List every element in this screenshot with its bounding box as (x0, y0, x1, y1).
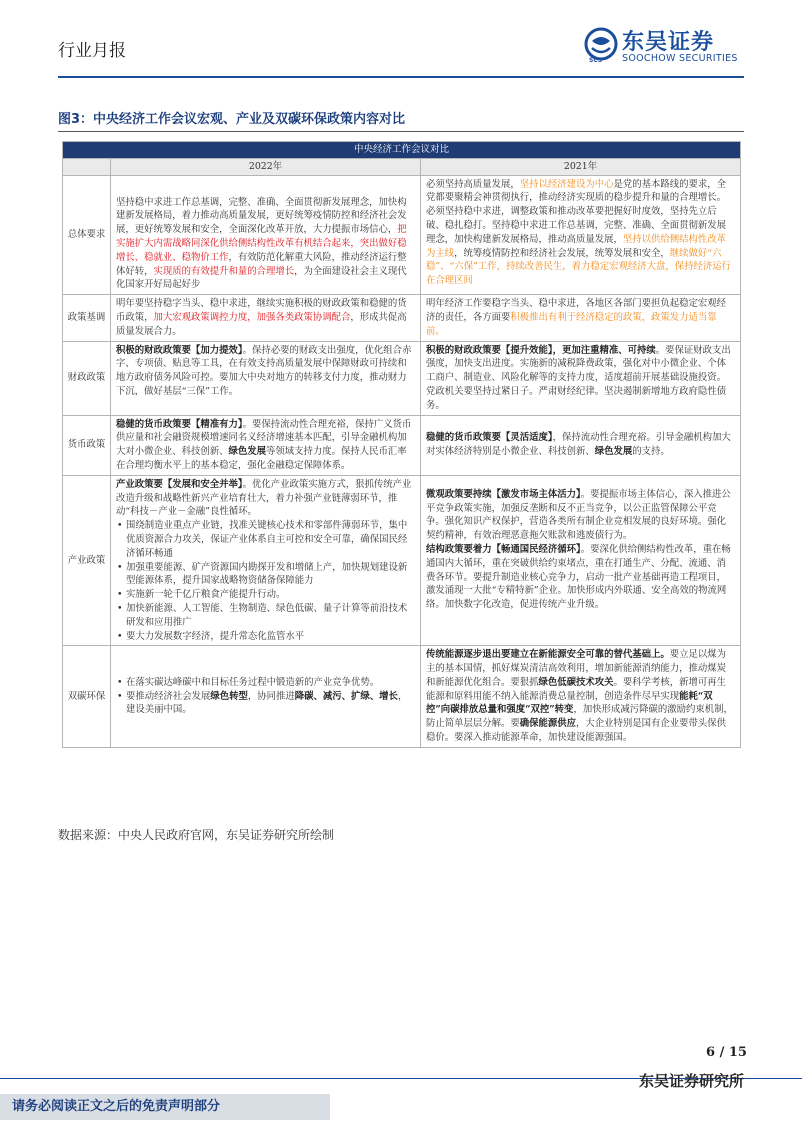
cell-2022 (111, 415, 421, 475)
table-row (63, 175, 741, 295)
highlight-orange: 能耗“双控”向碳排放总量和强度“双控”转变 (426, 690, 713, 716)
text: 要推动经济社会发展 (126, 690, 211, 702)
highlight-orange: 传统能源逐步退出要建立在新能源安全可靠的替代基础上。 (426, 649, 670, 661)
policy-comparison-table (62, 141, 741, 748)
row-label: 财政政策 (63, 341, 111, 415)
cell-2022 (111, 646, 421, 748)
text: 。优化产业政策实施方式，狠抓传统产业改造升级和战略性新兴产业培育壮大，着力补强产业链薄弱环节，推动“科技－产业－金融”良性循环。 (116, 478, 412, 518)
table-row (63, 475, 741, 646)
highlight-red: 把实施扩大内需战略同深化供给侧结构性改革有机结合起来，突出做好稳增长、稳就业、稳物价工作 (116, 224, 407, 263)
policy-head: 积极的财政政策要 (426, 344, 502, 356)
list-item: • 加强重要能源、矿产资源国内勘探开发和增储上产，加快规划建设新型能源体系，提升国家战略物资储备保障能力 (126, 561, 415, 589)
list-item: • 围绕制造业重点产业链，找准关键核心技术和零部件薄弱环节，集中优质资源合力攻关，保证产业体系自主可控和安全可靠，确保国民经济循环畅通 (126, 519, 415, 560)
cell-2022 (111, 475, 421, 646)
cell-2021 (421, 646, 741, 748)
highlight-orange: 继续做好“六稳”、“六保”工作，持续改善民生，着力稳定宏观经济大盘，保持经济运行在合理区间 (426, 247, 732, 287)
figure-title: 图3：中央经济工作会议宏观、产业及双碳环保政策内容对比 (58, 112, 406, 127)
list-item: • 要大力发展数字经济，提升常态化监管水平 (126, 630, 415, 644)
brand-logo-icon (584, 27, 618, 63)
row-label: 双碳环保 (63, 646, 111, 748)
table-row (63, 341, 741, 415)
policy-head: 微观政策要持续 (426, 488, 492, 500)
text: 。要保证财政支出强度，加快支出进度。实施新的减税降费政策，强化对中小微企业、个体工商户、制造业、风险化解等的支持力度，适度超前开展基础设施投资。党政机关要坚持过紧日子。严肃财经纪律。坚决遏制新增地方政府隐性债务。 (426, 344, 731, 411)
footer-institute: 东吴证券研究所 (638, 1072, 744, 1090)
cell-2021 (421, 475, 741, 646)
figure-title-rule (58, 131, 744, 132)
policy-tag: 【畅通国民经济循环】 (491, 543, 581, 555)
text: 必须坚持高质量发展， (426, 178, 520, 190)
text: ，统筹疫情防控和经济社会发展，统筹发展和安全， (454, 247, 670, 259)
year-header-blank (63, 158, 111, 175)
cell-2022 (111, 295, 421, 341)
text: 明年要坚持稳字当头、稳中求进，继续实施积极的财政政策和稳健的货币政策， (116, 298, 407, 323)
policy-head: ，更加注重精准、可持续 (552, 344, 656, 356)
text: 。保持必要的财政支出强度，优化组合赤字、专项债、贴息等工具，在有效支持高质量发展中保障财政可持续和地方政府债务风险可控。要加大中央对地方的转移支付力度，推动财力下沉，做好基层“三保”工作。 (116, 344, 412, 397)
table-row (63, 646, 741, 748)
disclaimer-banner: 请务必阅读正文之后的免责声明部分 (0, 1094, 330, 1120)
cell-2021 (421, 175, 741, 295)
header-divider (58, 76, 744, 78)
policy-head: 稳健的货币政策要 (116, 418, 192, 430)
highlight-green: 绿色发展 (228, 446, 267, 458)
data-source-note: 数据来源：中央人民政府官网，东吴证券研究所绘制 (58, 828, 335, 842)
list-item: • 加快新能源、人工智能、生物制造、绿色低碳、量子计算等前沿技术研发和应用推广 (126, 602, 415, 630)
brand-name-en: SOOCHOW SECURITIES (622, 53, 738, 64)
list-item: • 实施新一轮千亿斤粮食产能提升行动。 (126, 588, 415, 602)
text: ，保持流动性合理充裕。引导金融机构加大对实体经济特别是小微企业、科技创新、 (426, 432, 731, 458)
policy-head: 积极的财政政策要 (116, 344, 192, 356)
text: ，建设美丽中国。 (126, 690, 408, 716)
brand-name-cn: 东吴证券 (622, 30, 715, 55)
text: ，有效防范化解重大风险，推动经济运行整体好转， (116, 251, 407, 277)
highlight-red: 实现质的有效提升和量的合理增长 (153, 265, 295, 277)
policy-tag: 【精准有力】 (191, 418, 243, 430)
highlight-orange: 坚持以供给侧结构性改革为主线 (426, 233, 727, 259)
text: 。要深化供给侧结构性改革，重在畅通国内大循环，重在突破供给约束堵点，重在打通生产、分配、流通、消费各环节。要提升制造业核心竞争力，启动一批产业基础再造工程项目，激发涌现一大批“专精特新”企业。加快形成内外联通、安全高效的物流网络。加快数字化改造，促进传统产业升级。 (426, 543, 731, 611)
text: 。要科学考核，新增可再生能源和原料用能不纳入能源消费总量控制，创造条件尽早实现 (426, 676, 727, 702)
highlight-orange: 坚持以经济建设为中心 (519, 178, 614, 190)
policy-tag: 【发展和安全并举】 (162, 478, 243, 490)
year-header-2022: 2022年 (111, 158, 421, 175)
text: 要立足以煤为主的基本国情，抓好煤炭清洁高效利用，增加新能源消纳能力，推动煤炭和新能源优化组合。要狠抓 (426, 649, 727, 688)
policy-head: 稳健的货币政策要 (426, 432, 502, 444)
text: 明年经济工作要稳字当头、稳中求进，各地区各部门要担负起稳定宏观经济的责任，各方面要 (426, 298, 727, 323)
row-label: 产业政策 (63, 475, 111, 646)
text: ，为全面建设社会主义现代化国家开好局起好步 (116, 265, 407, 291)
report-category: 行业月报 (58, 41, 126, 61)
cell-2021 (421, 341, 741, 415)
text: 是党的基本路线的要求，全党都要聚精会神贯彻执行，推动经济实现质的稳步提升和量的合理增长。必须坚持稳中求进，调整政策和推动改革要把握好时度效，坚持先立后破、稳扎稳打。坚持稳中求进工作总基调，完整、准确、全面贯彻新发展理念，加快构建新发展格局，推动高质量发展， (426, 178, 727, 245)
text: 的支持。 (632, 446, 670, 458)
policy-head: 结构政策要着力 (426, 543, 492, 555)
list-item: • 在落实碳达峰碳中和目标任务过程中锻造新的产业竞争优势。 (126, 676, 415, 690)
year-header-2021: 2021年 (421, 158, 741, 175)
text: ，大企业特别是国有企业要带头保供稳价。要深入推动能源革命，加快建设能源强国。 (426, 718, 727, 744)
table-row (63, 295, 741, 341)
highlight-green: 绿色发展 (594, 446, 633, 458)
row-label: 总体要求 (63, 175, 111, 295)
text: ，加快形成减污降碳的激励约束机制，防止简单层层分解。要 (426, 704, 733, 730)
highlight-orange: 积极推出有利于经济稳定的政策，政策发力适当靠前。 (426, 311, 717, 337)
text: ，协同推进 (247, 690, 295, 702)
text: 。要提振市场主体信心，深入推进公平竞争政策实施，加强反垄断和反不正当竞争，以公正监管保障公平竞争。强化知识产权保护，营造各类所有制企业竞相发展的良好环境。强化契约精神，有效治理恶意拖欠账款和逃废债行为。 (426, 488, 731, 542)
cell-2021 (421, 295, 741, 341)
cell-2022 (111, 341, 421, 415)
cell-2021 (421, 415, 741, 475)
highlight-orange: 确保能源供应 (519, 718, 577, 730)
carbon-policy-list (116, 676, 415, 717)
industry-policy-list (116, 519, 415, 643)
text: 坚持稳中求进工作总基调，完整、准确、全面贯彻新发展理念，加快构建新发展格局，着力推动高质量发展，更好统筹疫情防控和经济社会发展，更好统筹发展和安全，全面深化改革开放，大力提振市场信心， (116, 196, 407, 236)
text: ，形成共促高质量发展合力。 (116, 311, 407, 337)
text: 。要保持流动性合理充裕，保持广义货币供应量和社会融资规模增速同名义经济增速基本匹配，引导金融机构加大对小微企业、科技创新、 (116, 418, 412, 458)
page-number: 6 / 15 (706, 1045, 747, 1060)
highlight-green: 绿色转型 (210, 690, 248, 702)
brand-logo (584, 25, 754, 69)
highlight-red: 加大宏观政策调控力度，加强各类政策协调配合 (153, 311, 351, 323)
table-band-header: 中央经济工作会议对比 (63, 142, 741, 159)
svg-text:SCS: SCS (589, 57, 603, 63)
policy-tag: 【激发市场主体活力】 (491, 488, 581, 500)
policy-tag: 【提升效能】 (501, 344, 553, 356)
highlight-red: 降碳、减污、扩绿、增长 (294, 690, 398, 702)
policy-tag: 【加力提效】 (191, 344, 243, 356)
policy-head: 产业政策要 (116, 478, 163, 490)
policy-tag: 【灵活适度】 (501, 432, 553, 444)
table-row (63, 415, 741, 475)
cell-2022 (111, 175, 421, 295)
list-item (126, 690, 415, 718)
row-label: 政策基调 (63, 295, 111, 341)
row-label: 货币政策 (63, 415, 111, 475)
highlight-green: 绿色低碳技术攻关 (538, 676, 614, 688)
text: 等领域支持力度。保持人民币汇率在合理均衡水平上的基本稳定，强化金融稳定保障体系。 (116, 446, 407, 471)
